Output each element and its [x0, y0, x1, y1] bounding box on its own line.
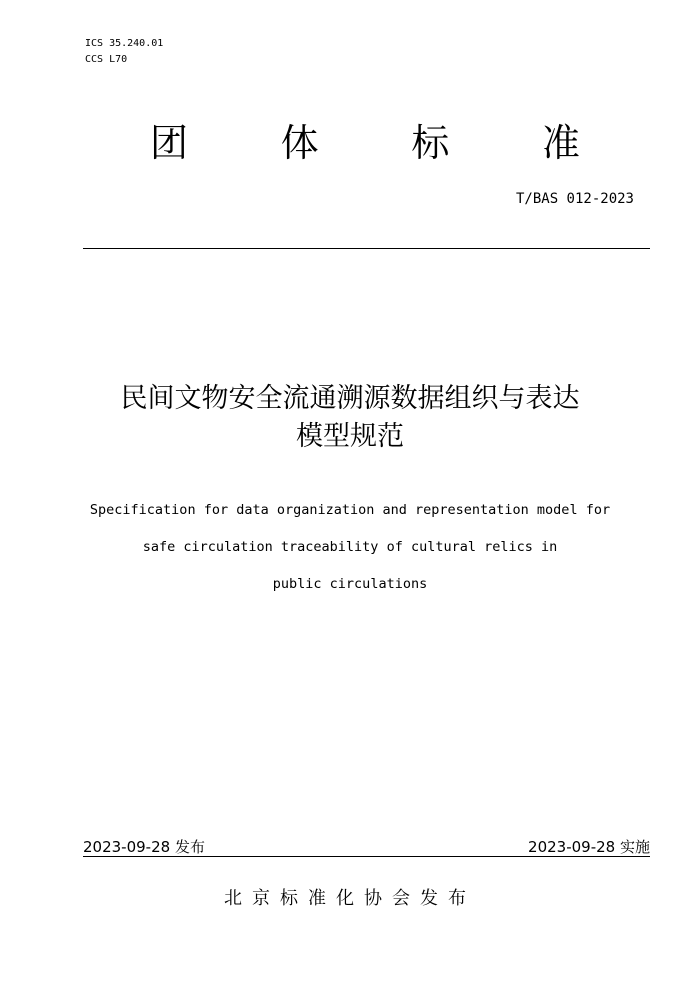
chinese-title [40, 380, 660, 456]
chinese-title-line: 模型规范 [296, 421, 404, 452]
publisher: 北京标准化协会发布 [224, 888, 476, 909]
standard-type-heading [150, 118, 580, 168]
chinese-title-line: 民间文物安全流通溯源数据组织与表达 [120, 383, 580, 414]
bottom-divider [83, 856, 650, 857]
issue-date: 2023-09-28 发布 [83, 838, 205, 856]
english-title-line: Specification for data organization and representation model for [89, 502, 611, 518]
top-divider [83, 248, 650, 249]
implementation-date: 2023-09-28 实施 [528, 838, 650, 856]
ics-code: ICS 35.240.01 [85, 38, 164, 49]
classification-codes [85, 36, 163, 68]
standard-number: T/BAS 012-2023 [515, 191, 634, 207]
ccs-code: CCS L70 [85, 54, 128, 65]
standard-type-char: 团 [150, 121, 189, 165]
standard-type-char: 体 [280, 121, 319, 165]
english-title-line: safe circulation traceability of cultural relics in [142, 539, 558, 555]
standard-type-char: 准 [541, 121, 580, 165]
standard-type-char: 标 [411, 121, 450, 165]
english-title-line: public circulations [272, 576, 428, 592]
english-title [20, 492, 680, 603]
